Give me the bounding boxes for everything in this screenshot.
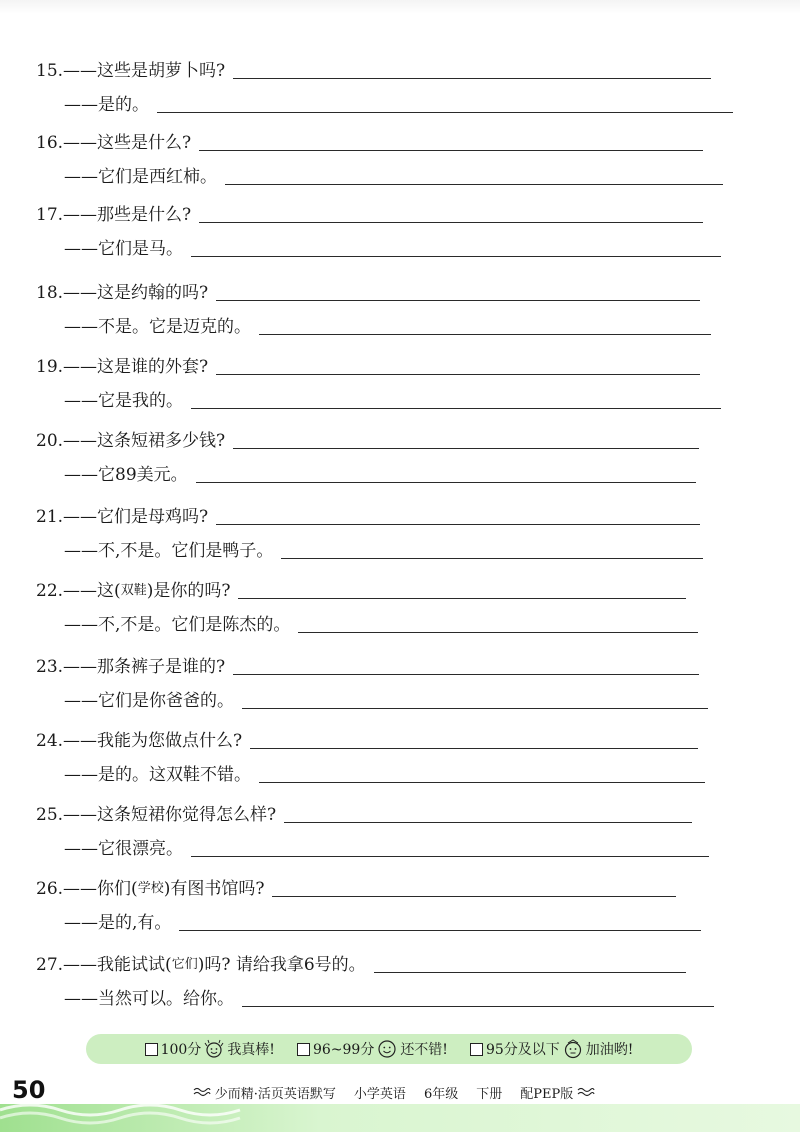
fighting-face-icon: [563, 1039, 583, 1059]
answer-line: [64, 234, 721, 260]
smiley-face-icon: [377, 1039, 397, 1059]
question-line: [36, 726, 698, 752]
question-text: ——这(: [63, 581, 121, 601]
exercise-item-18: [0, 278, 800, 358]
answer-blank[interactable]: [233, 78, 711, 79]
answer-blank[interactable]: [233, 674, 699, 675]
question-text-end: )是你的吗?: [146, 581, 231, 601]
exercise-item-22: [0, 576, 800, 656]
answer-text: ——它很漂亮。: [64, 839, 183, 859]
question-line: [36, 800, 692, 826]
answer-text: ——它89美元。: [64, 465, 188, 485]
answer-text: ——它们是西红柿。: [64, 167, 217, 187]
answer-line: [64, 90, 733, 116]
bottom-decorative-band: [0, 1104, 800, 1132]
answer-line: [64, 460, 696, 486]
answer-blank[interactable]: [242, 1006, 714, 1007]
question-text: ——这是谁的外套?: [63, 357, 209, 377]
volume: 下册: [476, 1086, 503, 1102]
question-line: [36, 950, 686, 976]
praise-label: 我真棒!: [227, 1042, 275, 1058]
subject: 小学英语: [353, 1086, 406, 1102]
item-number: 22.: [36, 581, 64, 601]
item-number: 25.: [36, 805, 64, 825]
question-line: [36, 576, 686, 602]
answer-blank[interactable]: [281, 558, 703, 559]
answer-line: [64, 162, 723, 188]
answer-blank[interactable]: [157, 112, 733, 113]
answer-blank[interactable]: [225, 184, 723, 185]
answer-blank[interactable]: [199, 222, 703, 223]
answer-text: ——不,不是。它们是陈杰的。: [64, 615, 291, 635]
item-number: 20.: [36, 431, 64, 451]
question-text: ——这些是什么?: [63, 133, 192, 153]
question-line: [36, 502, 700, 528]
exercise-item-19: [0, 352, 800, 432]
question-text: ——这些是胡萝卜吗?: [63, 61, 226, 81]
question-note: 学校: [137, 881, 164, 896]
answer-blank[interactable]: [238, 598, 686, 599]
top-rule: [0, 0, 800, 14]
answer-line: [64, 536, 703, 562]
item-number: 27.: [36, 955, 64, 975]
answer-blank[interactable]: [191, 408, 721, 409]
item-number: 26.: [36, 879, 64, 899]
checkbox[interactable]: [145, 1043, 158, 1056]
score-option-100: [145, 1039, 275, 1059]
answer-blank[interactable]: [259, 782, 705, 783]
exercise-item-21: [0, 502, 800, 582]
answer-line: [64, 908, 701, 934]
answer-blank[interactable]: [242, 708, 708, 709]
answer-blank[interactable]: [259, 334, 711, 335]
answer-text: ——它们是马。: [64, 239, 183, 259]
answer-blank[interactable]: [272, 896, 676, 897]
question-text: ——这条短裙多少钱?: [63, 431, 226, 451]
exercise-item-23: [0, 652, 800, 732]
question-text: ——这条短裙你觉得怎么样?: [63, 805, 277, 825]
answer-text: ——它们是你爸爸的。: [64, 691, 234, 711]
praise-label: 还不错!: [400, 1042, 448, 1058]
exercise-item-26: [0, 874, 800, 954]
answer-text: ——不是。它是迈克的。: [64, 317, 251, 337]
exercise-item-20: [0, 426, 800, 506]
answer-blank[interactable]: [284, 822, 692, 823]
question-line: [36, 200, 703, 226]
score-label: 100分: [160, 1042, 202, 1058]
wave-decoration: [0, 1098, 800, 1132]
answer-line: [64, 686, 708, 712]
question-line: [36, 874, 676, 900]
page-number: 50: [12, 1076, 46, 1104]
series-title: 少而精·活页英语默写: [214, 1086, 336, 1102]
wave-icon: [193, 1086, 211, 1098]
answer-line: [64, 386, 721, 412]
item-number: 15.: [36, 61, 64, 81]
answer-blank[interactable]: [196, 482, 696, 483]
answer-blank[interactable]: [191, 256, 721, 257]
item-number: 17.: [36, 205, 64, 225]
wave-icon: [577, 1086, 595, 1098]
answer-text: ——它是我的。: [64, 391, 183, 411]
answer-line: [64, 834, 709, 860]
answer-text: ——是的。这双鞋不错。: [64, 765, 251, 785]
answer-line: [64, 984, 714, 1010]
question-line: [36, 652, 699, 678]
question-note: 双鞋: [120, 583, 147, 598]
edition: 配PEP版: [520, 1086, 574, 1102]
checkbox[interactable]: [297, 1043, 310, 1056]
question-text: ——那条裤子是谁的?: [63, 657, 226, 677]
question-text-end: )吗? 请给我拿6号的。: [197, 955, 366, 975]
exercise-item-17: [0, 200, 800, 280]
exercise-item-27: [0, 950, 800, 1030]
question-text: ——我能为您做点什么?: [63, 731, 243, 751]
answer-line: [64, 312, 711, 338]
score-label: 96~99分: [312, 1042, 375, 1058]
praise-label: 加油哟!: [585, 1042, 634, 1058]
question-line: [36, 352, 700, 378]
question-text: ——我能试试(: [63, 955, 172, 975]
exercise-item-25: [0, 800, 800, 880]
answer-text: ——不,不是。它们是鸭子。: [64, 541, 274, 561]
answer-blank[interactable]: [374, 972, 686, 973]
question-line: [36, 278, 700, 304]
answer-blank[interactable]: [199, 150, 703, 151]
answer-line: [64, 760, 705, 786]
answer-blank[interactable]: [298, 632, 698, 633]
answer-text: ——是的。: [64, 95, 149, 115]
item-number: 18.: [36, 283, 64, 303]
question-line: [36, 128, 703, 154]
answer-blank[interactable]: [216, 524, 700, 525]
answer-blank[interactable]: [250, 748, 698, 749]
score-option-96-99: [297, 1039, 448, 1059]
grade: 6年级: [423, 1086, 459, 1102]
exercise-item-15: [0, 56, 800, 136]
exercise-item-24: [0, 726, 800, 806]
answer-text: ——是的,有。: [64, 913, 172, 933]
question-text: ——这是约翰的吗?: [63, 283, 209, 303]
answer-text: ——当然可以。给你。: [64, 989, 234, 1009]
item-number: 24.: [36, 731, 64, 751]
question-text: ——那些是什么?: [63, 205, 192, 225]
score-bar: [86, 1034, 692, 1064]
answer-blank[interactable]: [179, 930, 701, 931]
question-text: ——你们(: [63, 879, 138, 899]
cheering-face-icon: [204, 1039, 224, 1059]
item-number: 16.: [36, 133, 64, 153]
exercise-item-16: [0, 128, 800, 208]
question-line: [36, 56, 711, 82]
item-number: 19.: [36, 357, 64, 377]
checkbox[interactable]: [470, 1043, 483, 1056]
question-text: ——它们是母鸡吗?: [63, 507, 209, 527]
question-line: [36, 426, 699, 452]
answer-blank[interactable]: [233, 448, 699, 449]
item-number: 23.: [36, 657, 64, 677]
question-note: 它们: [171, 957, 198, 972]
answer-blank[interactable]: [191, 856, 709, 857]
score-label: 95分及以下: [485, 1042, 560, 1058]
score-option-95-below: [470, 1039, 633, 1059]
item-number: 21.: [36, 507, 64, 527]
answer-blank[interactable]: [216, 374, 700, 375]
answer-blank[interactable]: [216, 300, 700, 301]
answer-line: [64, 610, 698, 636]
question-text-end: )有图书馆吗?: [163, 879, 265, 899]
